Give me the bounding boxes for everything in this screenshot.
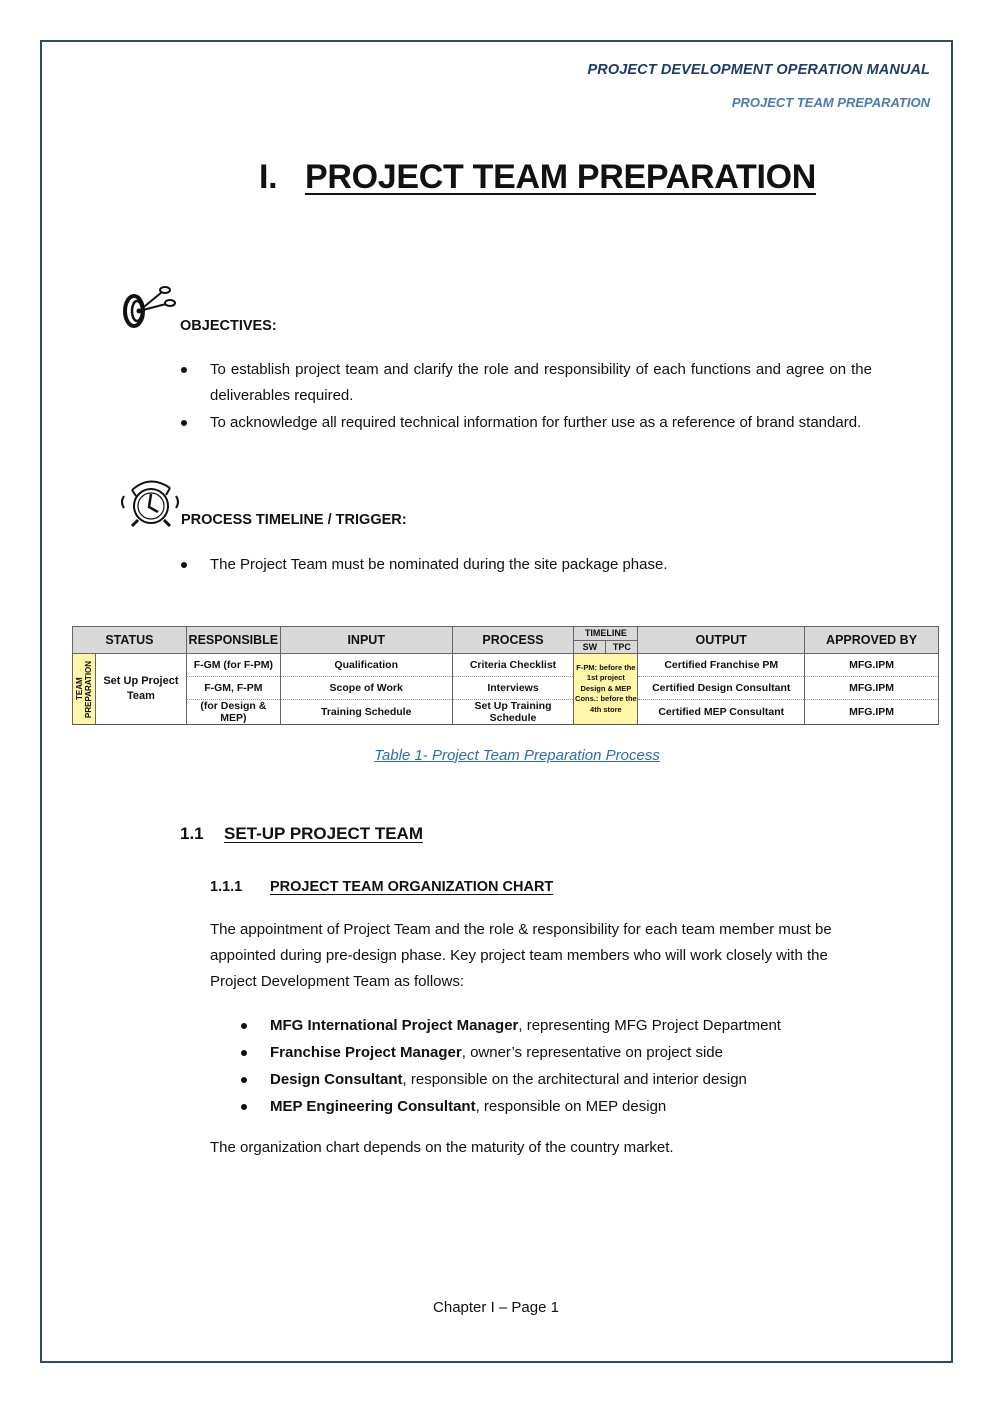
process-cell: Interviews — [452, 677, 574, 700]
objective-item: To acknowledge all required technical information for further use as a reference of brand standard. — [180, 410, 872, 436]
member-desc: , responsible on MEP design — [475, 1098, 667, 1115]
header-input: INPUT — [280, 627, 452, 654]
subsection-title: PROJECT TEAM ORGANIZATION CHART — [270, 879, 554, 895]
output-cell: Certified MEP Consultant — [638, 700, 805, 725]
intro-paragraph: The appointment of Project Team and the role & responsibility for each team member must be appointed during pre-design phase. Key project team members who will work closely with the Project Development Team as follows: — [210, 921, 832, 990]
header-output: OUTPUT — [638, 627, 805, 654]
output-cell: Certified Franchise PM — [638, 654, 805, 677]
member-role: Franchise Project Manager — [270, 1044, 462, 1061]
chapter-title — [259, 158, 816, 197]
responsible-cell: (for Design & MEP) — [186, 700, 280, 725]
closing-paragraph: The organization chart depends on the maturity of the country market. — [210, 1139, 674, 1156]
objectives-label: OBJECTIVES: — [180, 318, 277, 334]
trigger-label: PROCESS TIMELINE / TRIGGER: — [181, 512, 407, 528]
section-number: 1.1 — [180, 824, 204, 843]
subsection-number: 1.1.1 — [210, 879, 243, 895]
chapter-title-text: PROJECT TEAM PREPARATION — [305, 158, 817, 196]
section-heading-1-1-1 — [210, 879, 553, 895]
objective-item: To establish project team and clarify the role and responsibility of each functions and agree on the deliverables required. — [180, 357, 872, 409]
chapter-number: I. — [259, 158, 278, 196]
page-footer: Chapter I – Page 1 — [433, 1299, 559, 1316]
target-darts-icon — [120, 284, 178, 334]
trigger-item: The Project Team must be nominated during the site package phase. — [180, 552, 872, 578]
input-cell: Training Schedule — [280, 700, 452, 725]
header-timeline: TIMELINE — [574, 627, 638, 641]
running-header-manual-title: PROJECT DEVELOPMENT OPERATION MANUAL — [587, 62, 930, 78]
timeline-cell: F-PM: before the 1st project Design & MEP Cons.: before the 4th store — [574, 654, 638, 725]
member-role: Design Consultant — [270, 1071, 403, 1088]
output-cell: Certified Design Consultant — [638, 677, 805, 700]
header-status: STATUS — [73, 627, 187, 654]
process-cell: Set Up Training Schedule — [452, 700, 574, 725]
table-row — [73, 700, 939, 725]
process-table — [72, 626, 939, 725]
process-cell: Criteria Checklist — [452, 654, 574, 677]
status-cell: Set Up Project Team — [95, 654, 186, 725]
input-cell: Scope of Work — [280, 677, 452, 700]
approved-by-cell: MFG.IPM — [805, 654, 939, 677]
header-responsible: RESPONSIBLE — [186, 627, 280, 654]
section-heading-1-1 — [180, 824, 423, 844]
header-process: PROCESS — [452, 627, 574, 654]
approved-by-cell: MFG.IPM — [805, 677, 939, 700]
team-member-item — [240, 1066, 880, 1093]
member-role: MEP Engineering Consultant — [270, 1098, 476, 1115]
running-header-section-title: PROJECT TEAM PREPARATION — [731, 95, 930, 110]
team-member-list — [240, 1012, 880, 1120]
member-desc: , owner’s representative on project side — [461, 1044, 723, 1061]
header-timeline-tpc: TPC — [606, 640, 638, 654]
trigger-list — [180, 552, 872, 578]
member-desc: , responsible on the architectural and interior design — [402, 1071, 747, 1088]
approved-by-cell: MFG.IPM — [805, 700, 939, 725]
header-approved-by: APPROVED BY — [805, 627, 939, 654]
objectives-list — [180, 357, 872, 437]
table-row — [73, 677, 939, 700]
group-label: TEAM PREPARATION — [74, 660, 93, 718]
section-title: SET-UP PROJECT TEAM — [224, 824, 423, 843]
table-row — [73, 654, 939, 677]
table-caption-link[interactable]: Table 1- Project Team Preparation Process — [374, 747, 660, 764]
input-cell: Qualification — [280, 654, 452, 677]
member-desc: , representing MFG Project Department — [518, 1017, 781, 1034]
team-member-item — [240, 1093, 880, 1120]
responsible-cell: F-GM, F-PM — [186, 677, 280, 700]
header-timeline-sw: SW — [574, 640, 606, 654]
group-label-cell — [73, 654, 96, 725]
member-role: MFG International Project Manager — [270, 1017, 519, 1034]
team-member-item — [240, 1012, 880, 1039]
responsible-cell: F-GM (for F-PM) — [186, 654, 280, 677]
team-member-item — [240, 1039, 880, 1066]
alarm-clock-icon — [118, 476, 182, 530]
